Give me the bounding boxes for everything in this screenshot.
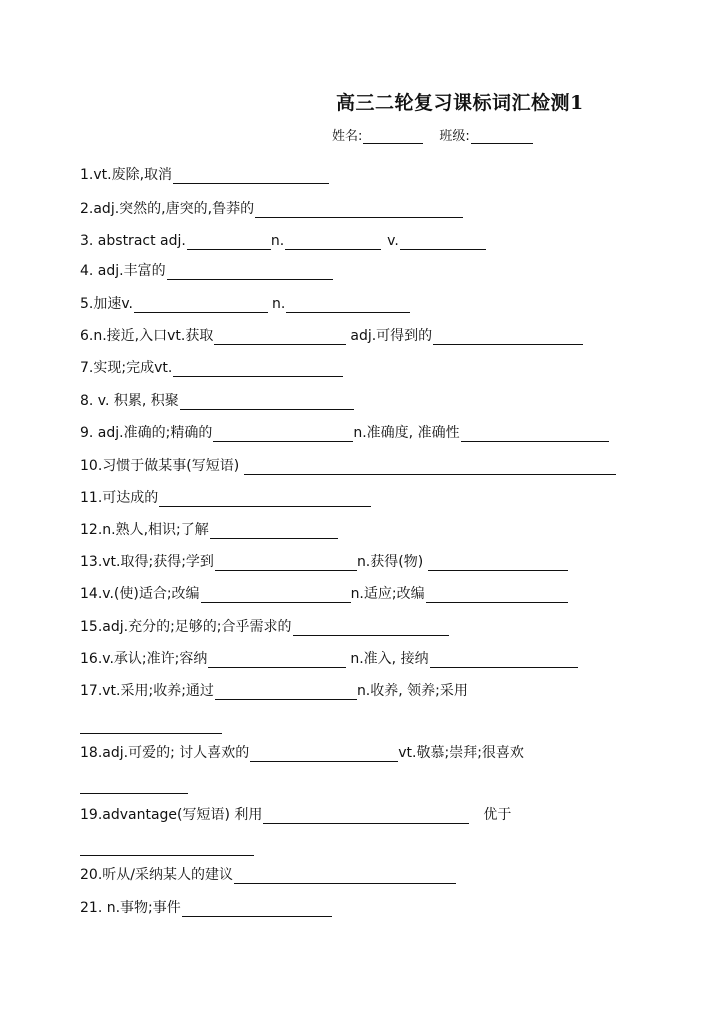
question-text: n.准入, 接纳 xyxy=(350,651,429,667)
question-text: 16.v.承认;准许;容纳 xyxy=(80,651,208,667)
question-text: 5.加速v. xyxy=(80,296,134,312)
question-3 xyxy=(80,232,486,250)
question-13 xyxy=(80,553,568,571)
question-text: n. xyxy=(272,296,286,312)
question-11 xyxy=(80,489,371,507)
question-text: n. xyxy=(270,233,285,249)
answer-blank-vt-continued[interactable] xyxy=(80,792,188,794)
question-19 xyxy=(80,806,511,824)
question-text: 14.v.(使)适合;改编 xyxy=(80,586,200,602)
class-label: 班级: xyxy=(439,129,470,144)
answer-blank[interactable] xyxy=(244,458,616,475)
question-21 xyxy=(80,899,332,917)
question-text: n.准确度, 准确性 xyxy=(353,425,460,441)
answer-blank[interactable] xyxy=(167,263,333,280)
question-text: 2.adj.突然的,唐突的,鲁莽的 xyxy=(80,201,255,217)
answer-blank-n-continued[interactable] xyxy=(80,732,222,734)
answer-blank-n[interactable] xyxy=(426,586,568,603)
answer-blank-vt[interactable] xyxy=(215,554,357,571)
answer-blank-v[interactable] xyxy=(134,296,268,313)
answer-blank-adj[interactable] xyxy=(213,425,353,442)
question-text: n.收养, 领养;采用 xyxy=(356,683,468,699)
question-text: 8. v. 积累, 积聚 xyxy=(80,393,179,409)
question-2 xyxy=(80,200,463,218)
answer-blank[interactable] xyxy=(180,393,354,410)
answer-blank-adj[interactable] xyxy=(187,233,271,250)
answer-blank-v[interactable] xyxy=(400,233,486,250)
answer-blank-n[interactable] xyxy=(461,425,609,442)
question-10 xyxy=(80,457,616,475)
question-text: n.获得(物) xyxy=(356,554,424,570)
question-text: 6.n.接近,入口vt.获取 xyxy=(80,328,214,344)
question-9 xyxy=(80,424,609,442)
answer-blank[interactable] xyxy=(182,900,332,917)
question-text: 20.听从/采纳某人的建议 xyxy=(80,867,233,883)
answer-blank[interactable] xyxy=(173,360,343,377)
answer-blank[interactable] xyxy=(159,490,371,507)
question-14 xyxy=(80,585,568,603)
answer-blank-v[interactable] xyxy=(208,651,346,668)
class-blank[interactable] xyxy=(471,129,533,144)
question-5 xyxy=(80,295,410,313)
name-blank[interactable] xyxy=(363,129,423,144)
question-1 xyxy=(80,166,329,184)
question-text: 15.adj.充分的;足够的;合乎需求的 xyxy=(80,619,292,635)
question-17 xyxy=(80,682,468,700)
question-text: 17.vt.采用;收养;通过 xyxy=(80,683,214,699)
question-text: 19.advantage(写短语) 利用 xyxy=(80,807,263,823)
question-text: 13.vt.取得;获得;学到 xyxy=(80,554,214,570)
question-text: 7.实现;完成vt. xyxy=(80,360,173,376)
question-text: 4. adj.丰富的 xyxy=(80,263,166,279)
answer-blank[interactable] xyxy=(210,522,338,539)
question-text: 18.adj.可爱的; 讨人喜欢的 xyxy=(80,745,250,761)
question-text: 11.可达成的 xyxy=(80,490,159,506)
question-text: 12.n.熟人,相识;了解 xyxy=(80,522,209,538)
answer-blank[interactable] xyxy=(234,867,456,884)
question-18 xyxy=(80,744,524,762)
answer-blank-adj[interactable] xyxy=(433,328,583,345)
student-info xyxy=(332,125,533,144)
question-text: v. xyxy=(387,233,399,249)
answer-blank-v[interactable] xyxy=(201,586,351,603)
question-text: 21. n.事物;事件 xyxy=(80,900,181,916)
answer-blank-n[interactable] xyxy=(428,554,568,571)
question-text: 优于 xyxy=(483,807,512,823)
answer-blank-2-continued[interactable] xyxy=(80,854,254,856)
question-text: 10.习惯于做某事(写短语) xyxy=(80,458,240,474)
question-text: adj.可得到的 xyxy=(350,328,433,344)
question-text: n.适应;改编 xyxy=(350,586,425,602)
question-8 xyxy=(80,392,354,410)
question-20 xyxy=(80,866,456,884)
name-label: 姓名: xyxy=(332,129,363,144)
answer-blank[interactable] xyxy=(293,619,449,636)
answer-blank[interactable] xyxy=(173,167,329,184)
answer-blank[interactable] xyxy=(255,201,463,218)
answer-blank-n[interactable] xyxy=(285,233,381,250)
page-title: 高三二轮复习课标词汇检测1 xyxy=(336,92,584,114)
question-text: 3. abstract adj. xyxy=(80,233,186,249)
answer-blank-vt[interactable] xyxy=(215,683,357,700)
question-16 xyxy=(80,650,578,668)
question-7 xyxy=(80,359,343,377)
question-12 xyxy=(80,521,338,539)
question-15 xyxy=(80,618,449,636)
answer-blank-adj[interactable] xyxy=(250,745,398,762)
question-4 xyxy=(80,262,333,280)
answer-blank-n[interactable] xyxy=(430,651,578,668)
answer-blank-1[interactable] xyxy=(263,807,469,824)
answer-blank-n[interactable] xyxy=(286,296,410,313)
question-6 xyxy=(80,327,583,345)
question-text: vt.敬慕;崇拜;很喜欢 xyxy=(398,745,524,761)
question-text: 1.vt.废除,取消 xyxy=(80,167,173,183)
question-text: 9. adj.准确的;精确的 xyxy=(80,425,213,441)
answer-blank-vt[interactable] xyxy=(214,328,346,345)
